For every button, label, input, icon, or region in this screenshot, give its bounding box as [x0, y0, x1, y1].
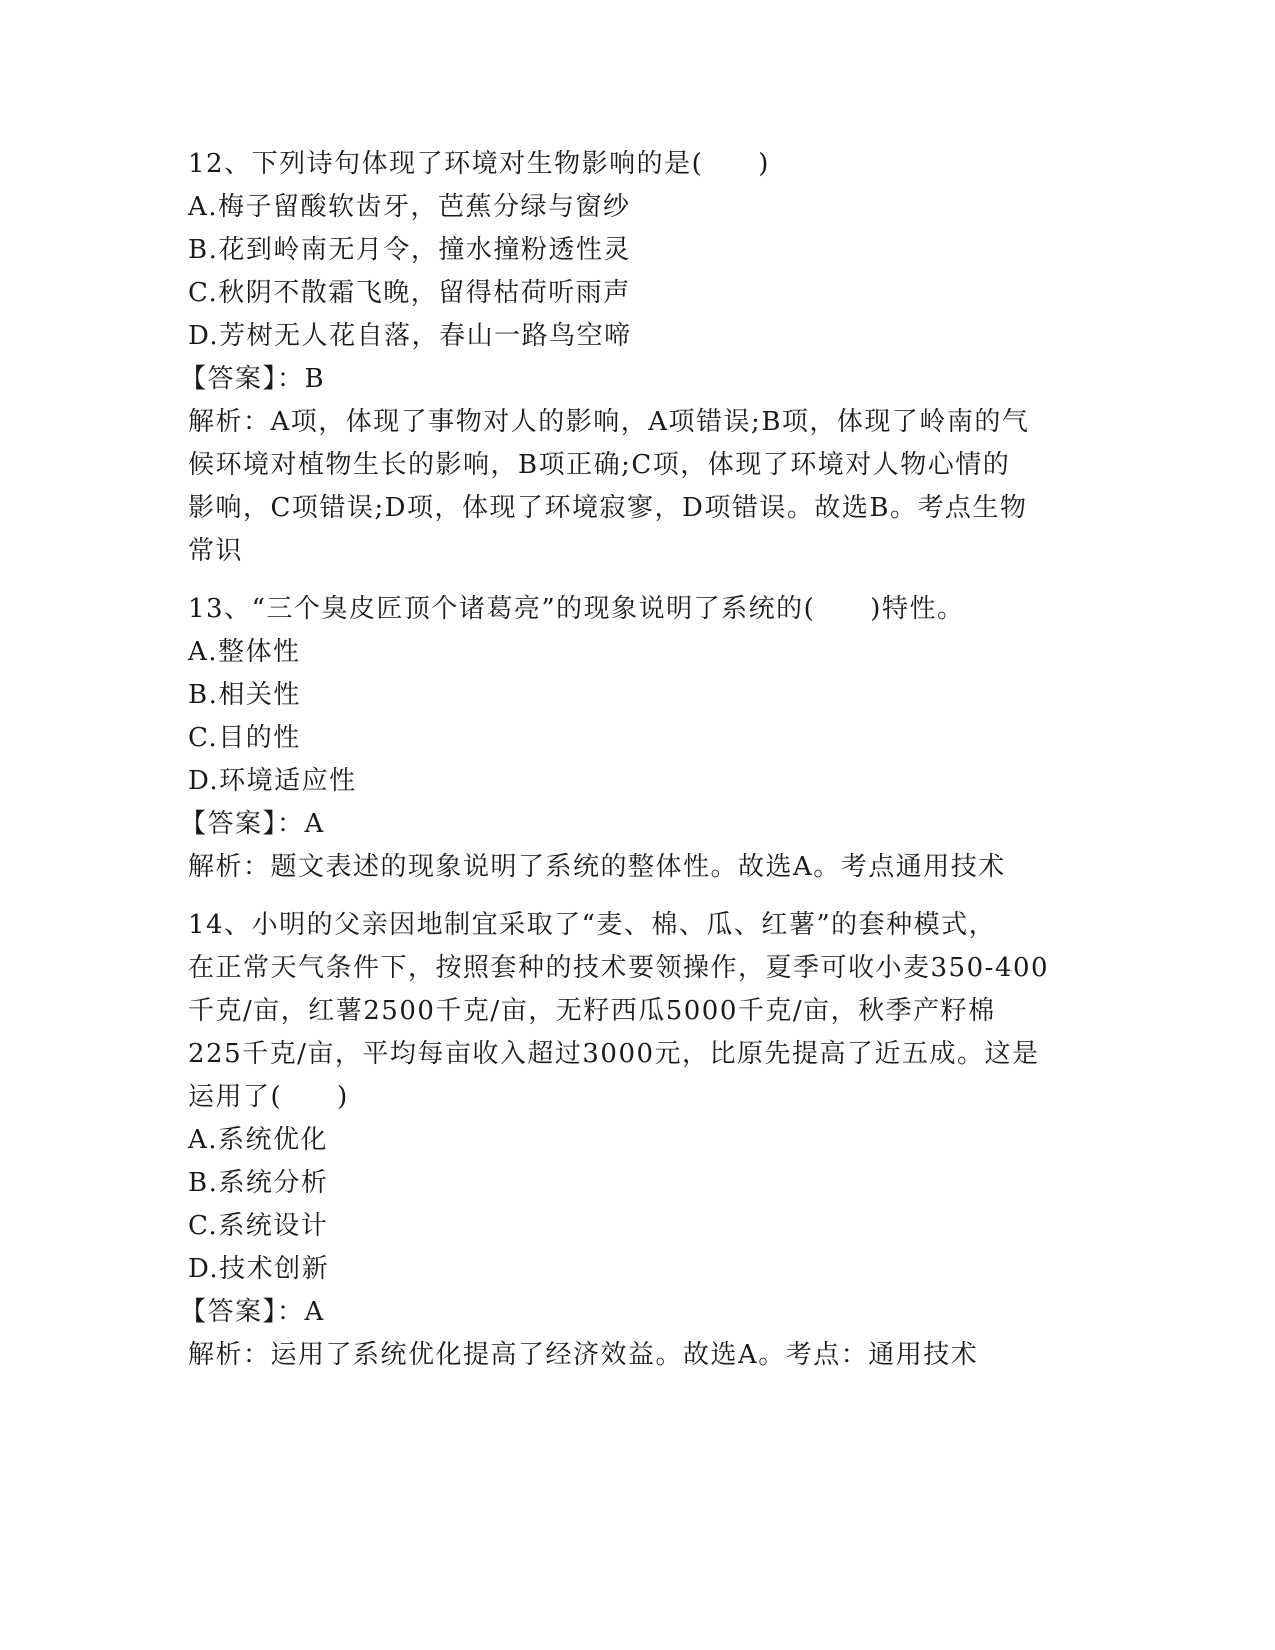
- question-spacer: [188, 889, 1088, 904]
- analysis-line: 解析：题文表述的现象说明了系统的整体性。故选A。考点通用技术: [188, 852, 1006, 882]
- option-c: C.秋阴不散霜飞晚，留得枯荷听雨声: [188, 278, 631, 308]
- option-d: D.技术创新: [188, 1254, 330, 1284]
- option-d: D.环境适应性: [188, 766, 357, 796]
- answer-line: 【答案】：A: [180, 1297, 325, 1327]
- option-b: B.系统分析: [188, 1168, 329, 1198]
- question-spacer: [188, 573, 1088, 588]
- option-a: A.系统优化: [188, 1125, 329, 1155]
- analysis-line: 候环境对植物生长的影响，B项正确;C项，体现了环境对人物心情的: [188, 450, 1011, 480]
- question-12: [180, 143, 1088, 573]
- analysis-line: 常识: [188, 536, 244, 566]
- answer-line: 【答案】：B: [180, 364, 326, 394]
- question-stem: 13、“三个臭皮匠顶个诸葛亮”的现象说明了系统的( )特性。: [188, 594, 965, 624]
- answer-line: 【答案】：A: [180, 809, 325, 839]
- analysis-line: 影响，C项错误;D项，体现了环境寂寥，D项错误。故选B。考点生物: [188, 493, 1028, 523]
- analysis-line: 解析：A项，体现了事物对人的影响，A项错误;B项，体现了岭南的气: [188, 407, 1030, 437]
- analysis-line: 解析：运用了系统优化提高了经济效益。故选A。考点：通用技术: [188, 1340, 979, 1370]
- question-13: [180, 588, 1088, 889]
- question-stem: 千克/亩，红薯2500千克/亩，无籽西瓜5000千克/亩，秋季产籽棉: [188, 996, 996, 1026]
- question-stem: 运用了( ): [188, 1082, 349, 1112]
- question-stem: 225千克/亩，平均每亩收入超过3000元，比原先提高了近五成。这是: [188, 1039, 1040, 1069]
- option-b: B.相关性: [188, 680, 301, 710]
- question-stem: 在正常天气条件下，按照套种的技术要领操作，夏季可收小麦350-400: [188, 953, 1050, 983]
- exam-page: [180, 143, 1088, 1377]
- option-a: A.整体性: [188, 637, 301, 667]
- question-stem: 14、小明的父亲因地制宜采取了“麦、棉、瓜、红薯”的套种模式，: [188, 910, 997, 940]
- option-c: C.目的性: [188, 723, 301, 753]
- option-c: C.系统设计: [188, 1211, 329, 1241]
- option-a: A.梅子留酸软齿牙，芭蕉分绿与窗纱: [188, 192, 631, 222]
- option-b: B.花到岭南无月令，撞水撞粉透性灵: [188, 235, 631, 265]
- question-stem: 12、下列诗句体现了环境对生物影响的是( ): [188, 149, 770, 179]
- option-d: D.芳树无人花自落，春山一路鸟空啼: [188, 321, 632, 351]
- question-14: [180, 904, 1088, 1377]
